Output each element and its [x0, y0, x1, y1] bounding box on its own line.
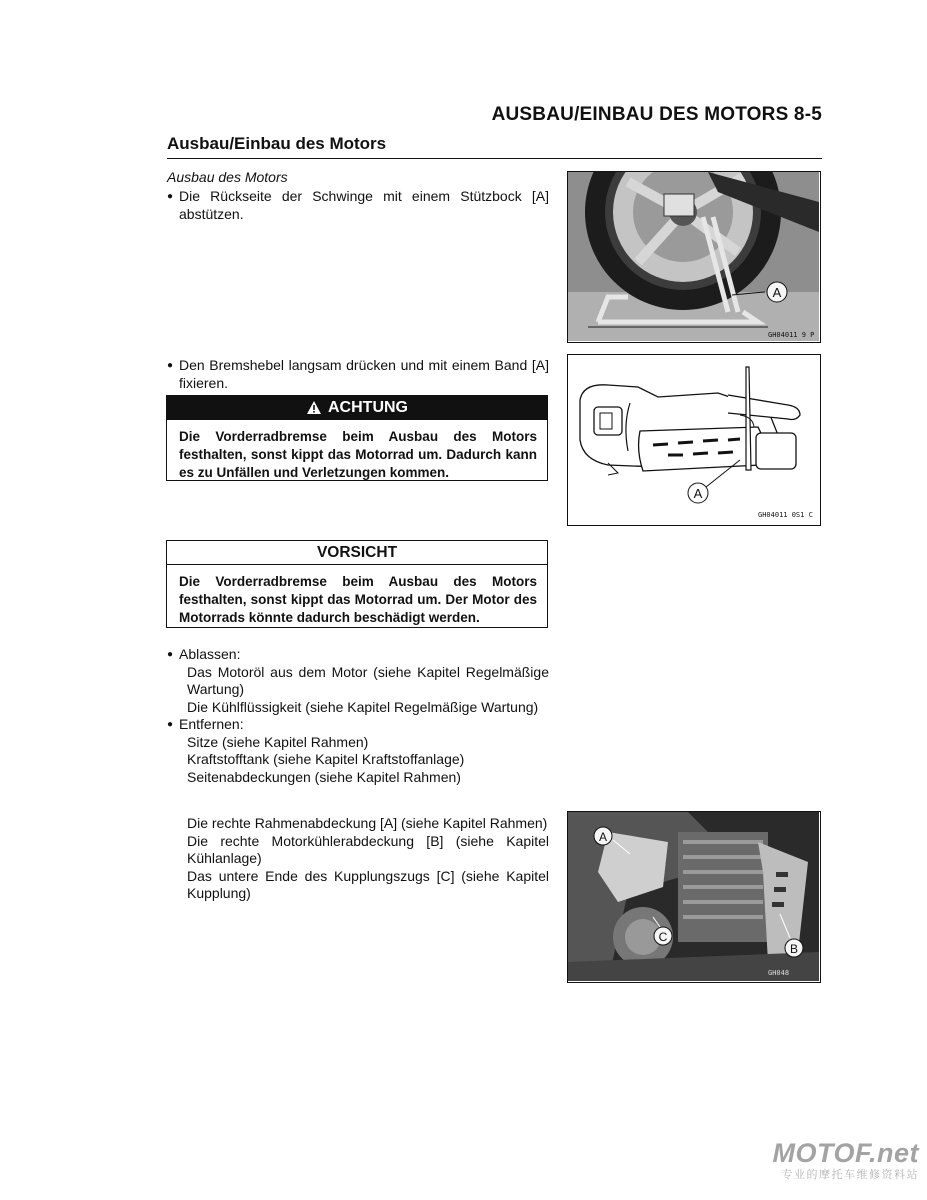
remove-item: Die rechte Rahmenabdeckung [A] (siehe Kapitel Rahmen) [187, 815, 548, 831]
drain-item: Das Motoröl aus dem Motor (siehe Kapitel Regelmäßige Wartung) [187, 663, 549, 697]
remove-item: Das untere Ende des Kupplungszugs [C] (siehe Kapitel Kupplung) [187, 867, 549, 901]
remove-item: Sitze (siehe Kapitel Rahmen) [187, 733, 369, 750]
page-header: AUSBAU/EINBAU DES MOTORS 8-5 [491, 104, 822, 125]
warning-text: Die Vorderradbremse beim Ausbau des Motors festhalten, sonst kippt das Motorrad um. Dadurch kann es zu Unfällen und Verletzungen kommen. [179, 429, 537, 480]
subsection-title: Ausbau des Motors [167, 169, 288, 185]
remove-item: Seitenabdeckungen (siehe Kapitel Rahmen) [187, 768, 461, 785]
drain-list [167, 646, 549, 786]
caution-header: VORSICHT [167, 541, 547, 565]
remove-item: Die rechte Motorkühlerabdeckung [B] (siehe Kapitel Kühlanlage) [187, 832, 549, 866]
watermark [772, 1138, 919, 1182]
figure-brake-lever [567, 354, 821, 526]
watermark-logo: MOTOF.net [772, 1138, 919, 1168]
figure-code: GH048 [768, 969, 790, 977]
callout-c: C [658, 930, 668, 944]
figure-code: GH04011 0S1 C [758, 511, 813, 519]
callout-a: A [693, 486, 703, 501]
section-title: Ausbau/Einbau des Motors [167, 134, 387, 153]
callout-a: A [772, 285, 782, 300]
step-1-text: ● Die Rückseite der Schwinge mit einem Stützbock [A] abstützen. [167, 188, 549, 223]
step-2 [167, 357, 549, 392]
warning-header [167, 396, 547, 420]
warning-title: ACHTUNG [328, 399, 408, 416]
remove-item: Kraftstofftank (siehe Kapitel Kraftstoffanlage) [187, 751, 465, 767]
caution-text: Die Vorderradbremse beim Ausbau des Motors festhalten, sonst kippt das Motorrad um. Der Motor des Motorrads könnte dadurch beschädigt werden. [179, 574, 537, 625]
figure-rear-stand [567, 171, 821, 343]
figure-engine [567, 811, 821, 983]
figure-code: GH04011 9 P [768, 331, 815, 339]
watermark-subtitle: 专业的摩托车维修资料站 [781, 1169, 919, 1181]
engine-photo [568, 812, 819, 981]
drain-item: Die Kühlflüssigkeit (siehe Kapitel Regelmäßige Wartung) [187, 698, 539, 715]
step-2-text: ● Den Bremshebel langsam drücken und mit einem Band [A] fixieren. [167, 357, 549, 392]
remove-label: ● Entfernen: [167, 716, 549, 734]
caution-box [166, 540, 548, 628]
brake-lever-drawing [568, 355, 819, 524]
warning-icon [306, 399, 322, 423]
rear-stand-photo [568, 172, 819, 341]
section-divider [167, 158, 822, 159]
callout-b: B [789, 942, 799, 956]
step-1 [167, 188, 549, 223]
drain-label: ● Ablassen: [167, 646, 549, 664]
remove-list-continued [167, 815, 549, 903]
warning-box [166, 395, 548, 481]
callout-a: A [598, 830, 608, 844]
